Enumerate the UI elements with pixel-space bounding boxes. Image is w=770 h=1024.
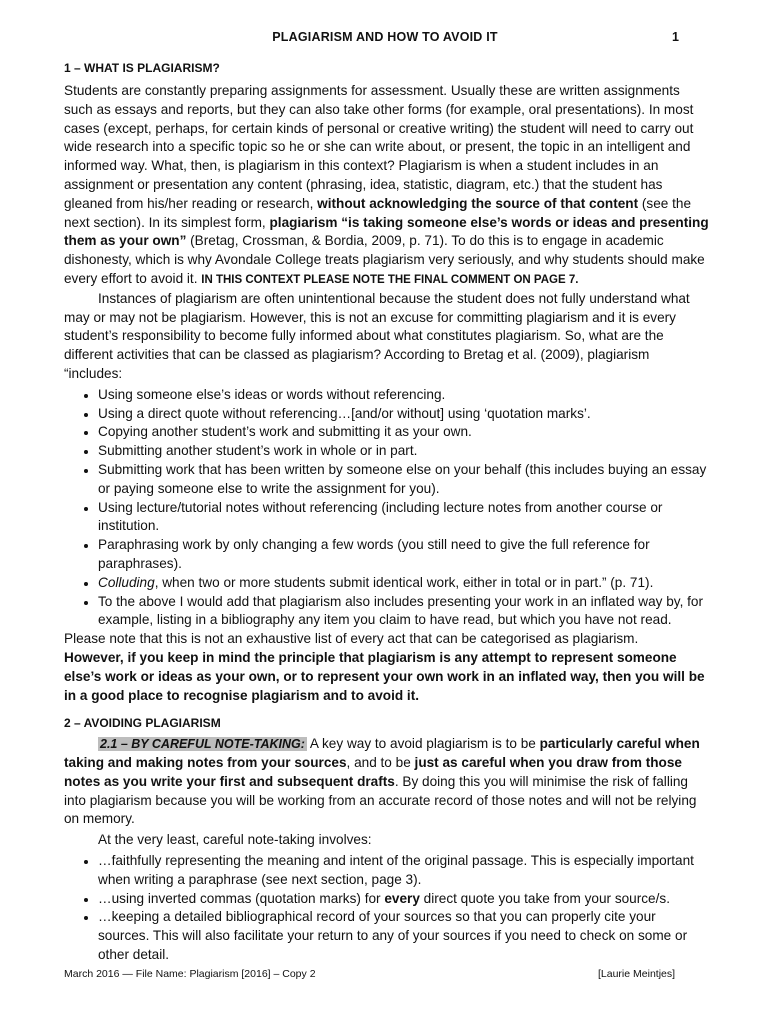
footer-author: [Laurie Meintjes]: [598, 968, 676, 980]
footer-file-info: March 2016 — File Name: Plagiarism [2016] – Copy 2: [64, 968, 316, 980]
list-item: • Copying another student’s work and submitting it as your own.: [98, 423, 710, 442]
text-run: direct quote you take from your source/s.: [419, 890, 670, 906]
document-body: [64, 60, 710, 965]
note-taking-list: [64, 852, 710, 965]
italic-term: Colluding: [98, 574, 155, 590]
list-item: • …faithfully representing the meaning and intent of the original passage. This is especially important when writing a paraphrase (see next section, page 3).: [98, 852, 710, 890]
text-run: . By doing this you will minimise the risk of falling into plagiarism because you will be working from an accurate record of those notes and will not be relying on memory.: [64, 773, 697, 827]
text-run: , and to be: [346, 755, 415, 771]
list-item: [98, 890, 710, 909]
section-heading-what-is-plagiarism: 1 – WHAT IS PLAGIARISM?: [64, 61, 220, 75]
paragraph-principle: However, if you keep in mind the principle that plagiarism is any attempt to represent someone else’s work or ideas as your own, or to represent your own work in an inflated way, then you will be in a good place to recognise plagiarism and to avoid it.: [64, 649, 705, 703]
list-item: • Submitting another student’s work in whole or in part.: [98, 442, 710, 461]
list-item: • To the above I would add that plagiarism also includes presenting your work in an inflated way by, for example, listing in a bibliography any item you claim to have read, but which you have not read.: [98, 593, 710, 631]
list-item: • Using someone else’s ideas or words without referencing.: [98, 386, 710, 405]
paragraph-instances: Instances of plagiarism are often unintentional because the student does not fully understand what may or may not be plagiarism. However, this is not an excuse for committing plagiarism and it is every student’s responsibility to become fully informed about what constitutes plagiarism. So, what are the different activities that can be classed as plagiarism? According to Bretag et al. (2009), plagiarism “includes:: [64, 290, 690, 381]
page-number: 1: [672, 30, 679, 44]
final-comment-note: IN THIS CONTEXT PLEASE NOTE THE FINAL COMMENT ON PAGE 7.: [201, 273, 579, 286]
list-item: • Submitting work that has been written by someone else on your behalf (this includes buying an essay or paying someone else to write the assignment for you).: [98, 461, 710, 499]
paragraph-note: Please note that this is not an exhaustive list of every act that can be categorised as plagiarism.: [64, 631, 639, 647]
text-run: Students are constantly preparing assignments for assessment. Usually these are written assignments such as essays and reports, but they can also take other forms (for example, oral presentations). In most cases (except, perhaps, for certain kinds of personal or creative writing) the student will need to carry out wide research into a specific topic so he or she can write about, or present, the topic in an intelligent and informed way. What, then, is plagiarism in this context? Plagiarism is when a student includes in an assignment or presentation any content (phrasing, idea, statistic, diagram, etc.) that the student has gleaned from his/her reading or research,: [64, 83, 694, 211]
paragraph-at-least: At the very least, careful note-taking involves:: [98, 832, 372, 848]
plagiarism-list: [64, 386, 710, 630]
list-item: • Using lecture/tutorial notes without referencing (including lecture notes from another course or institution.: [98, 499, 710, 537]
text-run: A key way to avoid plagiarism is to be: [306, 736, 540, 752]
bold-text: every: [384, 890, 420, 906]
bold-quote: plagiarism “is taking someone else’s words or ideas and presenting them as your own”: [64, 214, 709, 249]
list-item: • …keeping a detailed bibliographical record of your sources so that you can properly cite your sources. This will also facilitate your return to any of your sources if you need to check on some or other detail.: [98, 908, 710, 964]
page-title: PLAGIARISM AND HOW TO AVOID IT: [272, 30, 498, 44]
bold-text: just as careful when you draw from those notes as you write your first and subsequent drafts: [64, 755, 682, 789]
bold-text: particularly careful when taking and making notes from your sources: [64, 736, 700, 771]
paragraph-note-taking: [64, 735, 710, 829]
bold-text: without acknowledging the source of that content: [317, 195, 639, 211]
subsection-label: 2.1 – BY CAREFUL NOTE-TAKING:: [100, 737, 305, 752]
section-heading-avoiding-plagiarism: 2 – AVOIDING PLAGIARISM: [64, 716, 221, 731]
list-item: [98, 574, 710, 593]
paragraph-definition: [64, 82, 710, 290]
list-item: • Using a direct quote without referencing…[and/or without] using ‘quotation marks’.: [98, 405, 710, 424]
text-run: (Bretag, Crossman, & Bordia, 2009, p. 71). To do this is to engage in academic dishonesty, which is why Avondale College treats plagiarism very seriously, and why students should make every effort to avoid it.: [64, 233, 705, 286]
text-run: , when two or more students submit identical work, either in total or in part.” (p. 71).: [154, 574, 654, 590]
list-item: • Paraphrasing work by only changing a few words (you still need to give the full reference for paraphrases).: [98, 536, 710, 574]
text-run: …using inverted commas (quotation marks) for: [98, 890, 385, 906]
text-run: (see the next section). In its simplest form,: [64, 195, 692, 230]
